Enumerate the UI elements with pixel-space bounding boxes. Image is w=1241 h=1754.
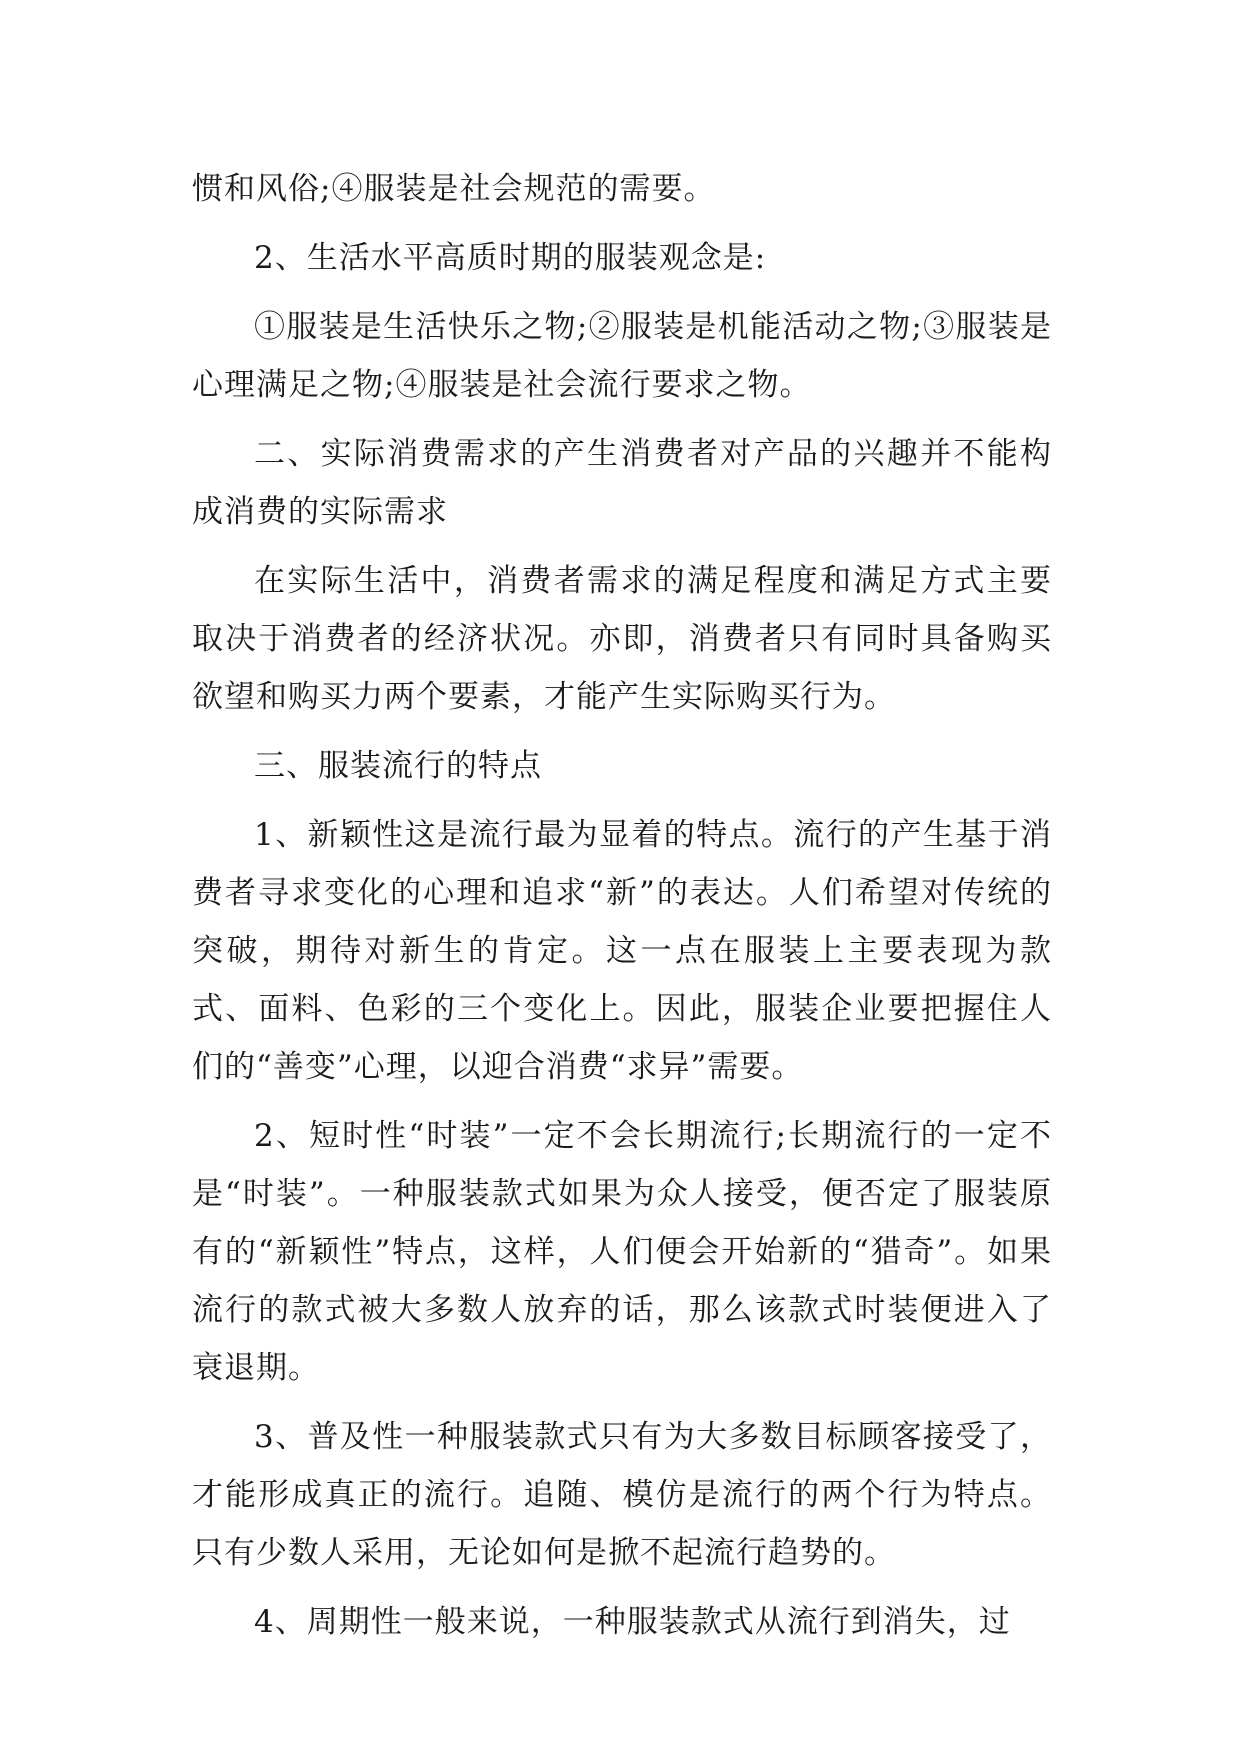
paragraph-novelty: 1、新颖性这是流行最为显着的特点。流行的产生基于消费者寻求变化的心理和追求“新”的表达。人们希望对传统的突破，期待对新生的肯定。这一点在服装上主要表现为款式、面料、色彩的三个变化上。因此，服装企业要把握住人们的“善变”心理，以迎合消费“求异”需要。 xyxy=(192,817,1052,1085)
paragraph-periodicity: 4、周期性一般来说，一种服装款式从流行到消失，过 xyxy=(254,1604,1011,1640)
paragraph-heading-2: 2、生活水平高质时期的服装观念是: xyxy=(254,240,767,276)
paragraph-actual-demand: 在实际生活中，消费者需求的满足程度和满足方式主要取决于消费者的经济状况。亦即，消费者只有同时具备购买欲望和购买力两个要素，才能产生实际购买行为。 xyxy=(192,563,1052,715)
paragraph-continuation: 惯和风俗;④服装是社会规范的需要。 xyxy=(192,171,716,207)
paragraph-short-term: 2、短时性“时装”一定不会长期流行;长期流行的一定不是“时装”。一种服装款式如果为众人接受，便否定了服装原有的“新颖性”特点，这样，人们便会开始新的“猎奇”。如果流行的款式被大多数人放弃的话，那么该款式时装便进入了衰退期。 xyxy=(192,1118,1052,1386)
section-heading-3: 三、服装流行的特点 xyxy=(254,748,542,784)
paragraph-popularity: 3、普及性一种服装款式只有为大多数目标顾客接受了，才能形成真正的流行。追随、模仿是流行的两个行为特点。只有少数人采用，无论如何是掀不起流行趋势的。 xyxy=(192,1419,1052,1571)
paragraph-clothing-concepts: ①服装是生活快乐之物;②服装是机能活动之物;③服装是心理满足之物;④服装是社会流行要求之物。 xyxy=(192,309,1052,403)
section-heading-2: 二、实际消费需求的产生消费者对产品的兴趣并不能构成消费的实际需求 xyxy=(192,436,1052,530)
document-body xyxy=(192,160,1052,1662)
